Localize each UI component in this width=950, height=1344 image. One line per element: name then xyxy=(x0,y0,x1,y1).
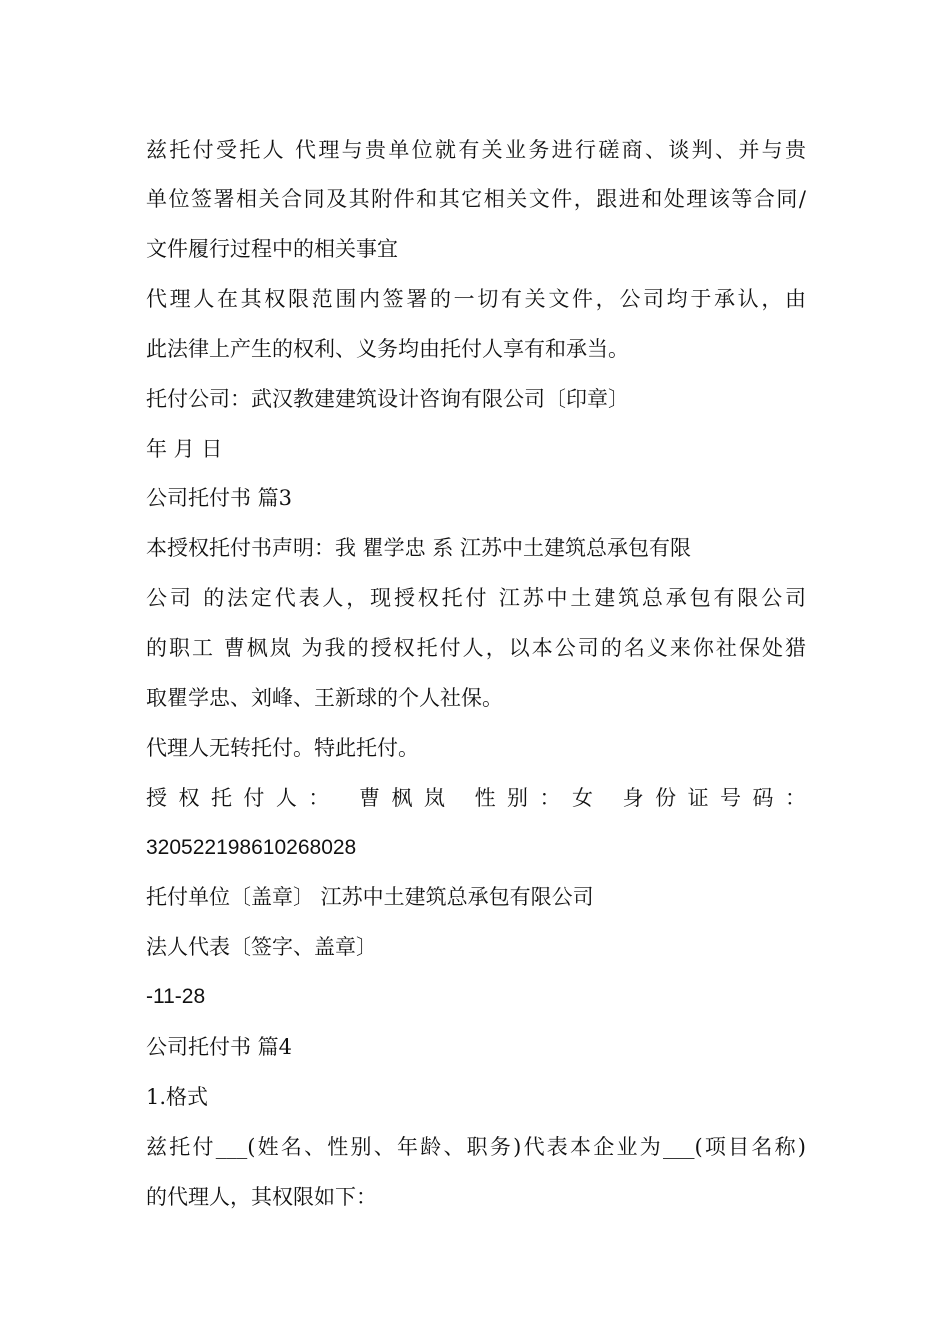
paragraph-line: 代理人在其权限范围内签署的一切有关文件，公司均于承认，由 xyxy=(146,287,806,311)
paragraph-line: 本授权托付书声明：我 瞿学忠 系 江苏中土建筑总承包有限 xyxy=(146,536,692,560)
date-line: -11-28 xyxy=(146,985,206,1008)
subheading-line: 1.格式 xyxy=(146,1085,209,1109)
paragraph-line: 的代理人，其权限如下： xyxy=(146,1185,377,1209)
paragraph-line: 兹托付受托人 代理与贵单位就有关业务进行磋商、谈判、并与贵 xyxy=(146,138,806,162)
paragraph-line: 此法律上产生的权利、义务均由托付人享有和承当。 xyxy=(146,337,629,361)
authorized-person-line: 授权托付人： 曹枫岚 性别：女 身份证号码： xyxy=(146,786,806,810)
paragraph-line: 单位签署相关合同及其附件和其它相关文件，跟进和处理该等合同/ xyxy=(146,187,806,211)
paragraph-line: 文件履行过程中的相关事宜 xyxy=(146,237,398,261)
paragraph-line: 的职工 曹枫岚 为我的授权托付人，以本公司的名义来你社保处猎 xyxy=(146,636,806,660)
paragraph-line: 兹托付___(姓名、性别、年龄、职务)代表本企业为___(项目名称) xyxy=(146,1135,806,1159)
legal-representative-line: 法人代表〔签字、盖章〕 xyxy=(146,935,377,959)
paragraph-line: 代理人无转托付。特此托付。 xyxy=(146,736,419,760)
paragraph-line: 公司 的法定代表人，现授权托付 江苏中土建筑总承包有限公司 xyxy=(146,586,806,610)
date-line: 年 月 日 xyxy=(146,437,223,461)
section-heading: 公司托付书 篇4 xyxy=(146,1035,293,1059)
id-number-line: 320522198610268028 xyxy=(146,836,357,859)
section-heading: 公司托付书 篇3 xyxy=(146,486,293,510)
paragraph-line: 取瞿学忠、刘峰、王新球的个人社保。 xyxy=(146,686,503,710)
company-signature-line: 托付公司：武汉教建建筑设计咨询有限公司〔印章〕 xyxy=(146,387,629,411)
entrusting-unit-line: 托付单位〔盖章〕 江苏中土建筑总承包有限公司 xyxy=(146,885,594,909)
